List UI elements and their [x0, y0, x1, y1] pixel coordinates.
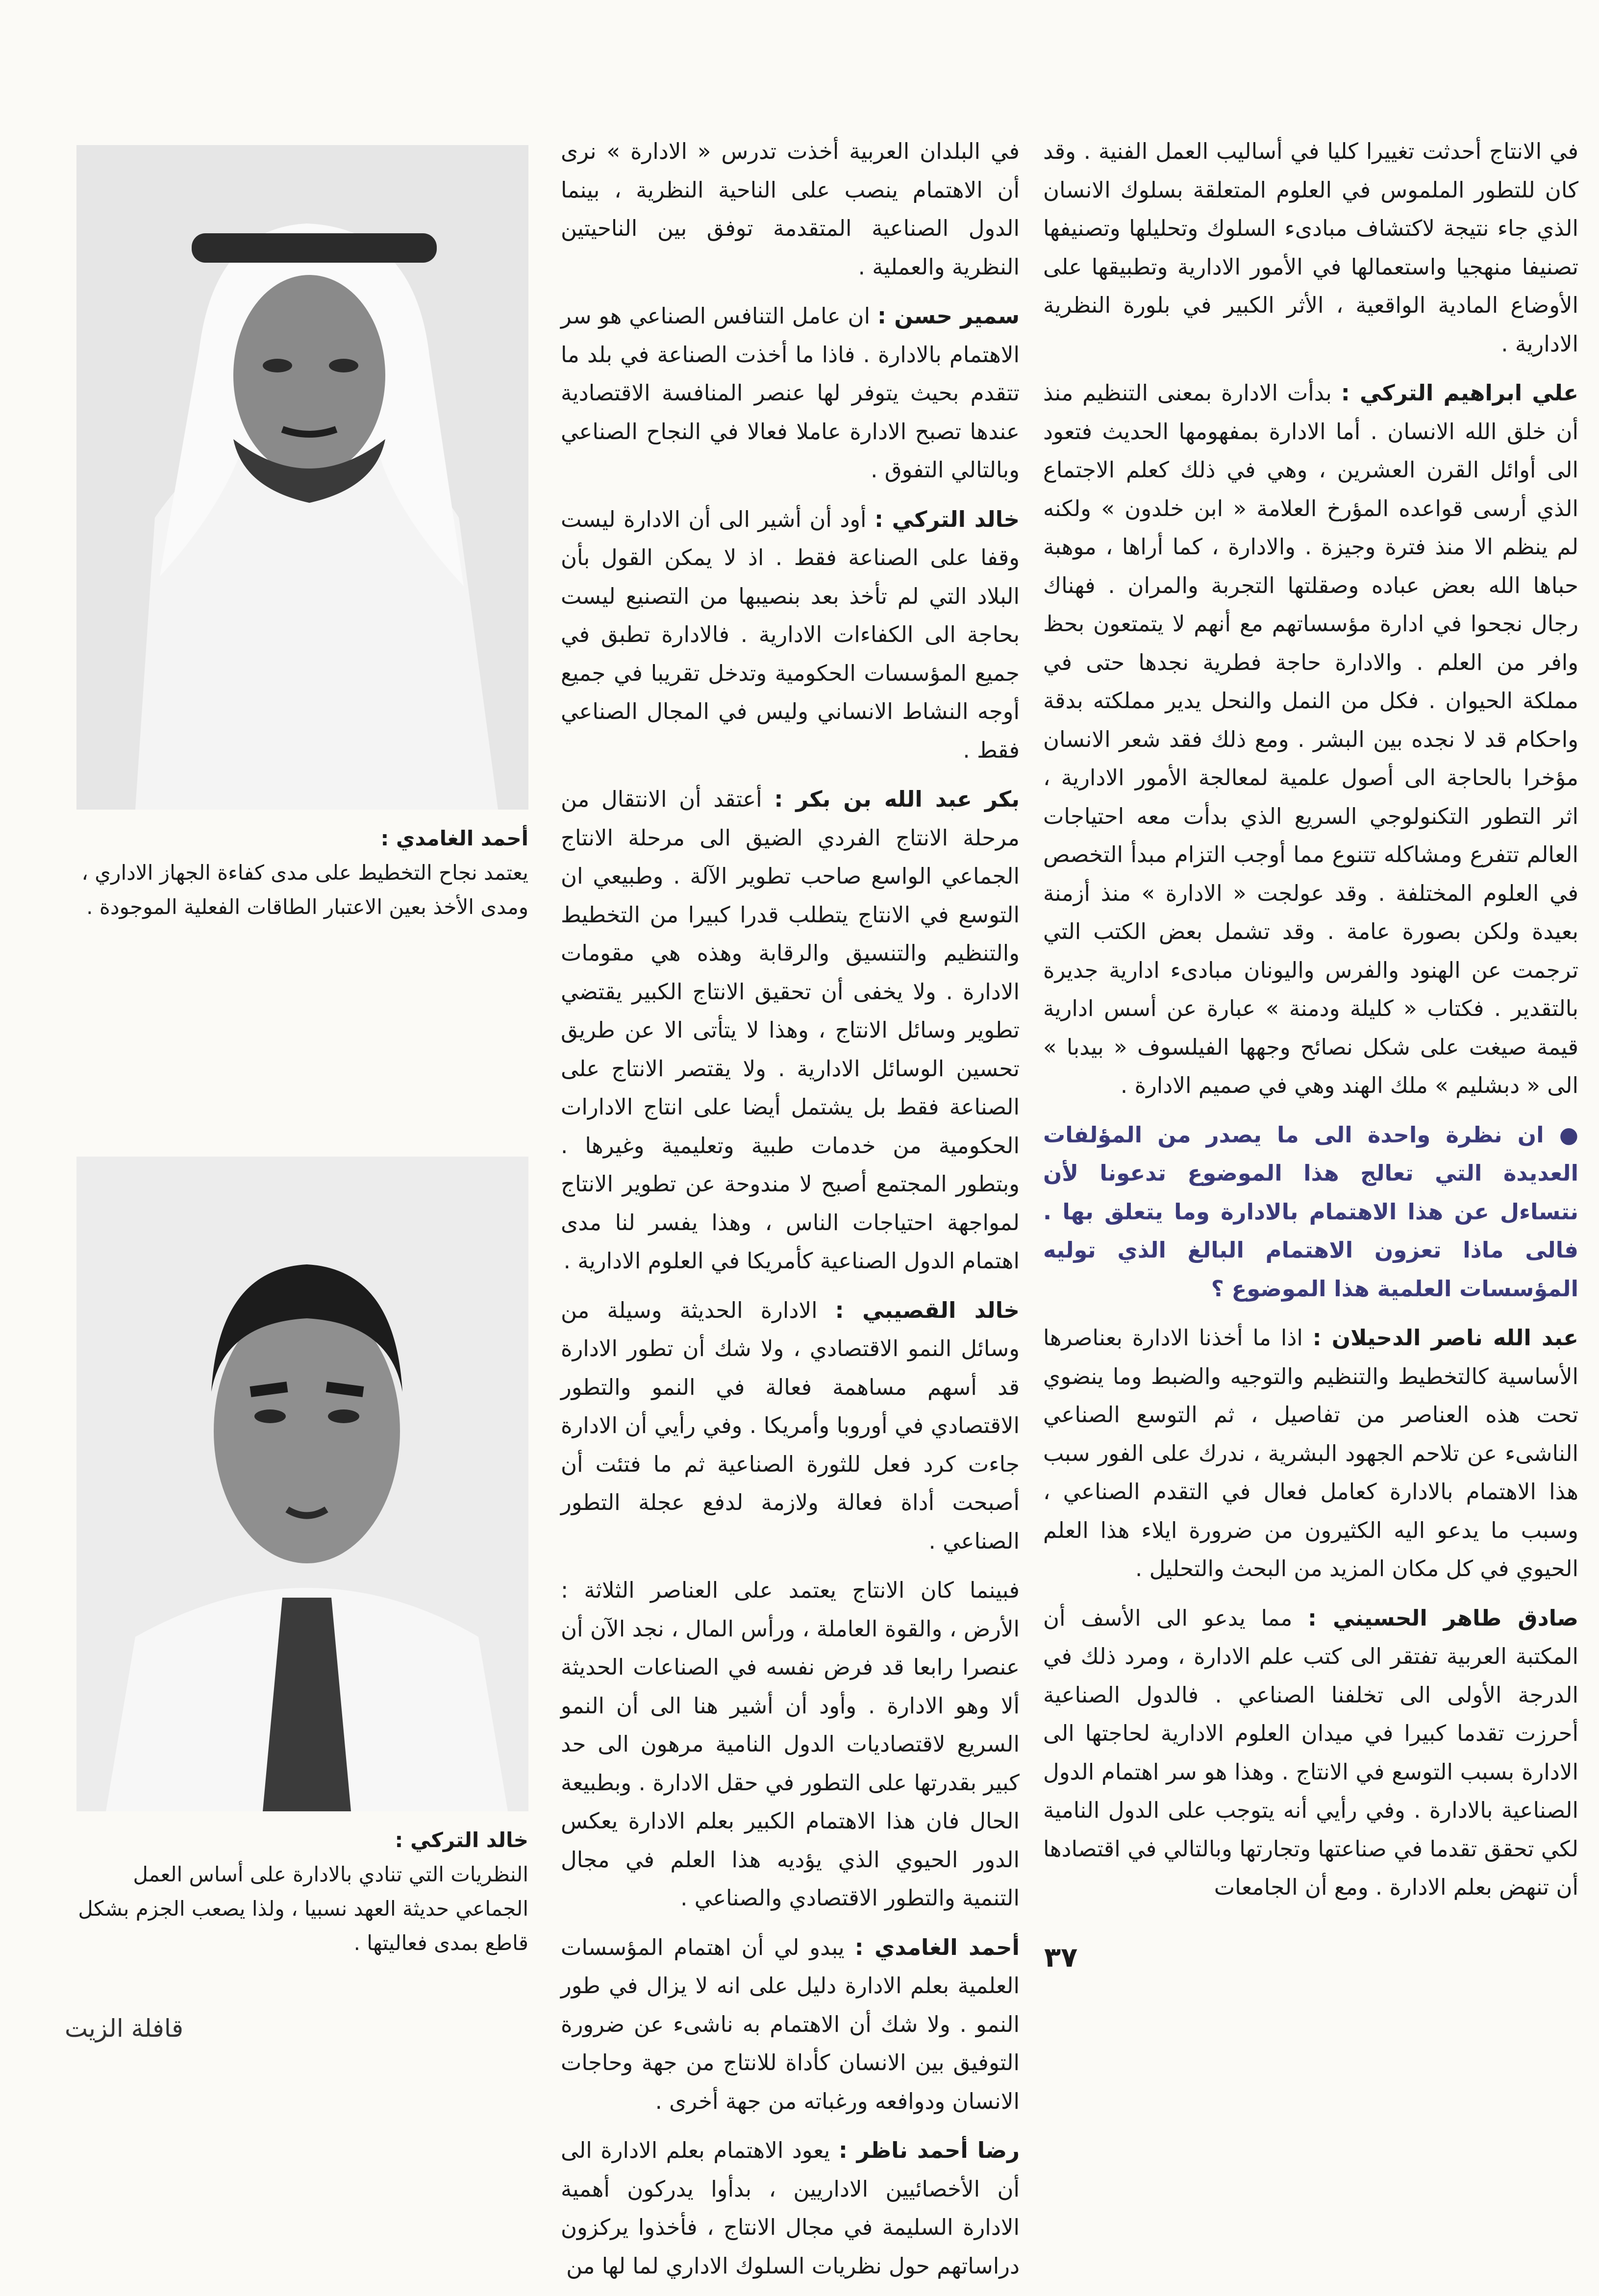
paragraph-nazer: [561, 2131, 1020, 2285]
text-column-middle: [561, 132, 1020, 2296]
speaker-name: أحمد الغامدي :: [854, 1934, 1020, 1960]
photo-caption-khalid-turki: [76, 1823, 528, 1960]
speaker-text: يبدو لي أن اهتمام المؤسسات العلمية بعلم الادارة دليل على انه لا يزال في طور النمو . ولا شك أن الاهتمام به ناشىء عن ضرورة التوفيق بين الانسان كأداة للانتاج من جهة وحاجات الانسان ودوافعه ورغباته من جهة أخرى .: [561, 1934, 1020, 2114]
photo-caption-ahmed-ghamdi: [76, 821, 528, 924]
caption-name: أحمد الغامدي :: [380, 826, 528, 850]
speaker-text: الادارة الحديثة وسيلة من وسائل النمو الاقتصادي ، ولا شك أن تطور الادارة قد أسهم مساهمة فعالة في النمو والتطور الاقتصادي في أوروبا وأمريكا . وفي رأيي أن الادارة جاءت كرد فعل للثورة الصناعية ثم ما فتئت أن أصبحت أداة فعالة ولازمة لدفع عجلة التطور الصناعي .: [561, 1297, 1020, 1554]
paragraph-intro: في الانتاج أحدثت تغييرا كليا في أساليب العمل الفنية . وقد كان للتطور الملموس في العلوم المتعلقة بسلوك الانسان الذي جاء نتيجة لاكتشاف مبادىء السلوك وتحليلها وتصنيفها تصنيفا منهجيا واستعمالها في الأمور الادارية وتطبيقها على الأوضاع المادية الواقعية ، الأثر الكبير في بلورة النظرية الادارية .: [1043, 138, 1578, 357]
portrait-photo-khalid-turki: [76, 1157, 528, 1811]
speaker-name: عبد الله ناصر الدحيلان :: [1312, 1325, 1578, 1351]
text-column-right: [1043, 132, 1578, 1918]
portrait-photo-ahmed-ghamdi: [76, 145, 528, 810]
caption-quote: النظريات التي تنادي بالادارة على أساس العمل الجماعي حديثة العهد نسبيا ، ولذا يصعب الجزم بشكل قاطع بمدى فعاليتها .: [78, 1862, 528, 1955]
speaker-name: بكر عبد الله بن بكر :: [774, 786, 1020, 812]
paragraph-qusaibi-continued: فبينما كان الانتاج يعتمد على العناصر الثلاثة : الأرض ، والقوة العاملة ، ورأس المال ، نجد الآن أن عنصرا رابعا قد فرض نفسه في الصناعات الحديثة ألا وهو الادارة . وأود أن أشير هنا الى أن النمو السريع لاقتصاديات الدول النامية مرهون الى حد كبير بقدرتها على التطور في حقل الادارة . وبطبيعة الحال فان هذا الاهتمام الكبير بعلم الادارة يعكس الدور الحيوي الذي يؤديه هذا العلم في مجال التنمية والتطور الاقتصادي والصناعي .: [561, 1577, 1020, 1911]
paragraph-bakr: [561, 780, 1020, 1281]
speaker-name: خالد القصيبي :: [835, 1297, 1020, 1323]
speaker-text: بدأت الادارة بمعنى التنظيم منذ أن خلق الله الانسان . أما الادارة بمفهومها الحديث فتعود الى أوائل القرن العشرين ، وهي في ذلك كعلم الاجتماع الذي أرسى قواعده المؤرخ العلامة « ابن خلدون » ولكنه لم ينظم الا منذ فترة وجيزة . والادارة ، كما أراها ، موهبة حباها الله بعض عباده وصقلتها التجربة والمران . فهناك رجال نجحوا في ادارة مؤسساتهم مع أنهم لا يتمتعون بحظ وافر من العلم . والادارة حاجة فطرية نجدها حتى في مملكة الحيوان . فكل من النمل والنحل يدير مملكته بدقة واحكام قد لا نجده بين البشر . ومع ذلك فقد شعر الانسان مؤخرا بالحاجة الى أصول علمية لمعالجة الأمور الادارية ، اثر التطور التكنولوجي السريع الذي بدأت معه احتياجات العالم تتفرع ومشاكله تتنوع مما أوجب التزام مبدأ التخصص في العلوم المختلفة . وقد عولجت « الادارة » منذ أزمنة بعيدة ولكن بصورة عامة . وقد تشمل بعض الكتب التي ترجمت عن الهنود والفرس واليونان مبادىء ادارية جديرة بالتقدير . فكتاب « كليلة ودمنة » عبارة عن أسس ادارية قيمة صيغت على شكل نصائح وجهها الفيلسوف « بيدبا » الى « دبشليم » ملك الهند وهي في صميم الادارة .: [1043, 380, 1578, 1098]
speaker-name: سمير حسن :: [877, 303, 1020, 329]
page-number: ٣٧: [1044, 1942, 1078, 1974]
portrait-illustration: [76, 1157, 528, 1811]
paragraph-qusaibi: [561, 1291, 1020, 1561]
paragraph-ali-turki: [1043, 374, 1578, 1105]
speaker-text: يعود الاهتمام بعلم الادارة الى أن الأخصائيين الاداريين ، بدأوا يدركون أهمية الادارة السليمة في مجال الانتاج ، فأخذوا يركزون دراساتهم حول نظريات السلوك الاداري لما لها من: [561, 2137, 1020, 2279]
speaker-name: رضا أحمد ناظر :: [838, 2137, 1020, 2163]
portrait-illustration: [76, 145, 528, 810]
paragraph-samir-hassan: [561, 297, 1020, 490]
paragraph-continued: في البلدان العربية أخذت تدرس « الادارة » نرى أن الاهتمام ينصب على الناحية النظرية ، بينما الدول الصناعية المتقدمة توفق بين الناحيتين النظرية والعملية .: [561, 138, 1020, 280]
paragraph-dhuhailan: [1043, 1319, 1578, 1588]
paragraph-ghamdi: [561, 1928, 1020, 2121]
speaker-text: مما يدعو الى الأسف أن المكتبة العربية تفتقر الى كتب علم الادارة ، ومرد ذلك في الدرجة الأولى الى تخلفنا الصناعي . فالدول الصناعية أحرزت تقدما كبيرا في ميدان العلوم الادارية لحاجتها الى الادارة بسبب التوسع في الانتاج . وهذا هو سر اهتمام الدول الصناعية بالادارة . وفي رأيي أنه يتوجب على الدول النامية لكي تحقق تقدما في صناعتها وتجارتها وبالتالي في اقتصادها أن تنهض بعلم الادارة . ومع أن الجامعات: [1043, 1605, 1578, 1900]
speaker-name: علي ابراهيم التركي :: [1341, 380, 1578, 406]
speaker-text: أود أن أشير الى أن الادارة ليست وقفا على الصناعة فقط . اذ لا يمكن القول بأن البلاد التي لم تأخذ بعد بنصيبها من التصنيع ليست بحاجة الى الكفاءات الادارية . فالادارة تطبق في جميع المؤسسات الحكومية وتدخل تقريبا في جميع أوجه النشاط الانساني وليس في المجال الصناعي فقط .: [561, 506, 1020, 763]
caption-name: خالد التركي :: [395, 1828, 528, 1852]
speaker-name: صادق طاهر الحسيني :: [1308, 1605, 1578, 1631]
speaker-text: اذا ما أخذنا الادارة بعناصرها الأساسية كالتخطيط والتنظيم والتوجيه والضبط وما ينضوي تحت هذه العناصر من تفاصيل ، ثم التوسع الصناعي الناشىء عن تلاحم الجهود البشرية ، ندرك على الفور سبب هذا الاهتمام بالادارة كعامل فعال في التقدم الصناعي ، وسبب ما يدعو اليه الكثيرون من ضرورة ايلاء هذا العلم الحيوي في كل مكان المزيد من البحث والتحليل .: [1043, 1325, 1578, 1581]
paragraph-husseini: [1043, 1599, 1578, 1907]
interview-question: ● ان نظرة واحدة الى ما يصدر من المؤلفات العديدة التي تعالج هذا الموضوع تدعونا لأن نتساءل عن هذا الاهتمام بالادارة وما يتعلق بها . فالى ماذا تعزون الاهتمام البالغ الذي توليه المؤسسات العلمية هذا الموضوع ؟: [1043, 1121, 1578, 1302]
caption-quote: يعتمد نجاح التخطيط على مدى كفاءة الجهاز الاداري ، ومدى الأخذ بعين الاعتبار الطاقات الفعلية الموجودة .: [81, 861, 528, 919]
speaker-text: ان عامل التنافس الصناعي هو سر الاهتمام بالادارة . فاذا ما أخذت الصناعة في بلد ما تتقدم بحيث يتوفر لها عنصر المنافسة الاقتصادية عندها تصبح الادارة عاملا فعالا في النجاح الصناعي وبالتالي التفوق .: [561, 303, 1020, 483]
speaker-name: خالد التركي :: [874, 506, 1020, 532]
speaker-text: أعتقد أن الانتقال من مرحلة الانتاج الفردي الضيق الى مرحلة الانتاج الجماعي الواسع صاحب تطوير الآلة . وطبيعي ان التوسع في الانتاج يتطلب قدرا كبيرا من التخطيط والتنظيم والتنسيق والرقابة وهذه هي مقومات الادارة . ولا يخفى أن تحقيق الانتاج الكبير يقتضي تطوير وسائل الانتاج ، وهذا لا يتأتى الا عن طريق تحسين الوسائل الادارية . ولا يقتصر الانتاج على الصناعة فقط بل يشتمل أيضا على انتاج الادارات الحكومية من خدمات طبية وتعليمية وغيرها . وبتطور المجتمع أصبح لا مندوحة عن تطوير الانتاج لمواجهة احتياجات الناس ، وهذا يفسر لنا مدى اهتمام الدول الصناعية كأمريكا في العلوم الادارية .: [561, 786, 1020, 1274]
running-title: قافلة الزيت: [65, 2014, 184, 2043]
paragraph-khalid-turki: [561, 500, 1020, 770]
